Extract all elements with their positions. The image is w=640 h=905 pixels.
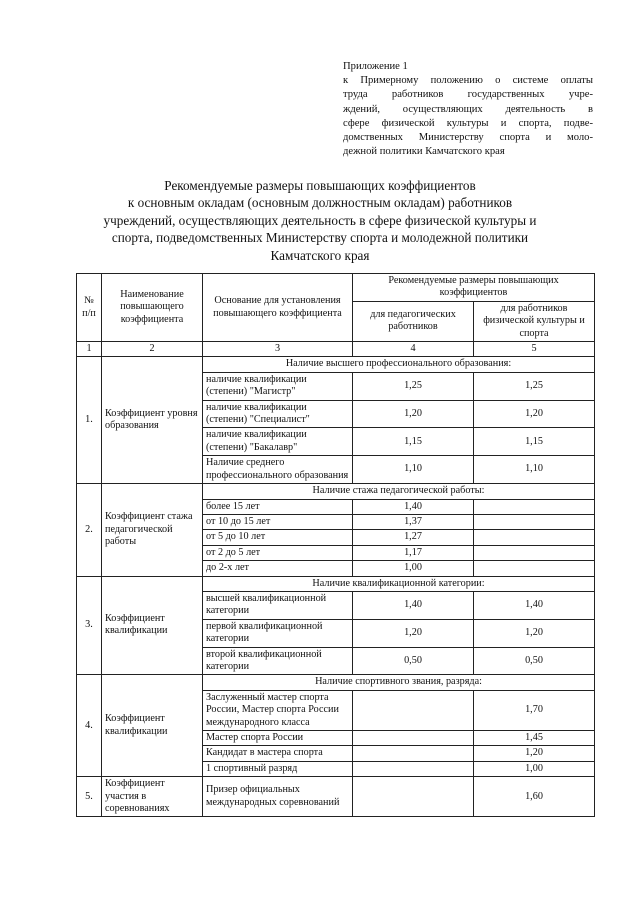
sport-value: [474, 530, 595, 545]
section-heading: Наличие квалификационной категории:: [203, 576, 595, 591]
ped-value: 1,40: [353, 499, 474, 514]
table-row: [77, 777, 595, 817]
appendix-line: ждений, осуществляющих деятельность в: [343, 103, 593, 115]
header-ped: для педагогических работников: [353, 301, 474, 341]
sport-value: 1,20: [474, 746, 595, 761]
sport-value: 1,25: [474, 372, 595, 400]
basis-cell: Мастер спорта России: [203, 731, 353, 746]
coefficient-name: Коэффициент уровня образования: [102, 357, 203, 484]
section-heading: Наличие спортивного звания, разряда:: [203, 675, 595, 690]
ped-value: [353, 746, 474, 761]
ped-value: 1,40: [353, 591, 474, 619]
ped-value: 1,00: [353, 561, 474, 576]
section-row: [77, 484, 595, 499]
column-number: 3: [203, 342, 353, 357]
basis-cell: наличие квалификации (степени) "Магистр": [203, 372, 353, 400]
section-row: [77, 357, 595, 372]
sport-value: 1,20: [474, 619, 595, 647]
group-number: 4.: [77, 675, 102, 777]
title-line: к основным окладам (основным должностным окладам) работников: [127, 195, 513, 211]
coefficients-table: [76, 273, 595, 817]
basis-cell: более 15 лет: [203, 499, 353, 514]
appendix-line: домственных Министерству спорта и моло-: [343, 132, 593, 144]
sport-value: 1,45: [474, 731, 595, 746]
basis-cell: первой квалификационной категории: [203, 619, 353, 647]
ped-value: 1,25: [353, 372, 474, 400]
ped-value: 1,17: [353, 545, 474, 560]
section-row: [77, 576, 595, 591]
header-name: Наименование повышающего коэффициента: [102, 274, 203, 342]
ped-value: [353, 731, 474, 746]
column-number: 5: [474, 342, 595, 357]
sport-value: 1,70: [474, 690, 595, 730]
basis-cell: от 2 до 5 лет: [203, 545, 353, 560]
group-number: 3.: [77, 576, 102, 675]
column-number: 1: [77, 342, 102, 357]
sport-value: 1,15: [474, 428, 595, 456]
coefficient-name: Коэффициент участия в соревнованиях: [102, 777, 203, 817]
sport-value: [474, 499, 595, 514]
basis-cell: Кандидат в мастера спорта: [203, 746, 353, 761]
basis-cell: наличие квалификации (степени) "Бакалавр": [203, 428, 353, 456]
ped-value: 1,15: [353, 428, 474, 456]
basis-cell: второй квалификационной категории: [203, 647, 353, 675]
basis-cell: Заслуженный мастер спорта России, Мастер спорта России международного класса: [203, 690, 353, 730]
sport-value: 1,20: [474, 400, 595, 428]
ped-value: 1,27: [353, 530, 474, 545]
title-line: Рекомендуемые размеры повышающих коэффициентов: [164, 178, 476, 193]
group-number: 5.: [77, 777, 102, 817]
group-number: 1.: [77, 357, 102, 484]
header-num: № п/п: [77, 274, 102, 342]
header-recommended: Рекомендуемые размеры повышающих коэффициентов: [353, 274, 595, 302]
ped-value: [353, 777, 474, 817]
sport-value: [474, 545, 595, 560]
sport-value: 1,00: [474, 761, 595, 776]
group-number: 2.: [77, 484, 102, 576]
sport-value: 0,50: [474, 647, 595, 675]
coefficient-name: Коэффициент квалификации: [102, 576, 203, 675]
ped-value: 1,20: [353, 400, 474, 428]
basis-cell: Наличие среднего профессионального образования: [203, 456, 353, 484]
section-heading: Наличие стажа педагогической работы:: [203, 484, 595, 499]
appendix-line: к Примерному положению о системе оплаты: [343, 75, 593, 87]
sport-value: 1,40: [474, 591, 595, 619]
sport-value: 1,60: [474, 777, 595, 817]
ped-value: 1,37: [353, 514, 474, 529]
title-line: спорта, подведомственных Министерству спорта и молодежной политики: [111, 230, 529, 246]
section-heading: Наличие высшего профессионального образования:: [203, 357, 595, 372]
sport-value: [474, 561, 595, 576]
column-number: 2: [102, 342, 203, 357]
header-basis: Основание для установления повышающего коэффициента: [203, 274, 353, 342]
basis-cell: от 10 до 15 лет: [203, 514, 353, 529]
basis-cell: Призер официальных международных соревнований: [203, 777, 353, 817]
sport-value: 1,10: [474, 456, 595, 484]
appendix-line: дежной политики Камчатского края: [343, 146, 505, 158]
basis-cell: до 2-х лет: [203, 561, 353, 576]
ped-value: [353, 690, 474, 730]
basis-cell: наличие квалификации (степени) "Специалист": [203, 400, 353, 428]
column-number: 4: [353, 342, 474, 357]
appendix-line: труда работников государственных учре-: [343, 89, 593, 101]
title-line: Камчатского края: [270, 247, 370, 263]
coefficient-name: Коэффициент квалификации: [102, 675, 203, 777]
appendix-line: Приложение 1: [343, 61, 408, 72]
basis-cell: высшей квалификационной категории: [203, 591, 353, 619]
ped-value: 1,10: [353, 456, 474, 484]
title-line: учреждений, осуществляющих деятельность в сфере физической культуры и: [103, 212, 537, 228]
basis-cell: 1 спортивный разряд: [203, 761, 353, 776]
header-sport: для работников физической культуры и спорта: [474, 301, 595, 341]
basis-cell: от 5 до 10 лет: [203, 530, 353, 545]
appendix-note: [343, 60, 593, 159]
ped-value: 0,50: [353, 647, 474, 675]
coefficient-name: Коэффициент стажа педагогической работы: [102, 484, 203, 576]
ped-value: 1,20: [353, 619, 474, 647]
sport-value: [474, 514, 595, 529]
appendix-line: сфере физической культуры и спорта, подве-: [343, 117, 593, 129]
ped-value: [353, 761, 474, 776]
section-row: [77, 675, 595, 690]
document-title: [60, 177, 580, 264]
table-body: [77, 357, 595, 817]
